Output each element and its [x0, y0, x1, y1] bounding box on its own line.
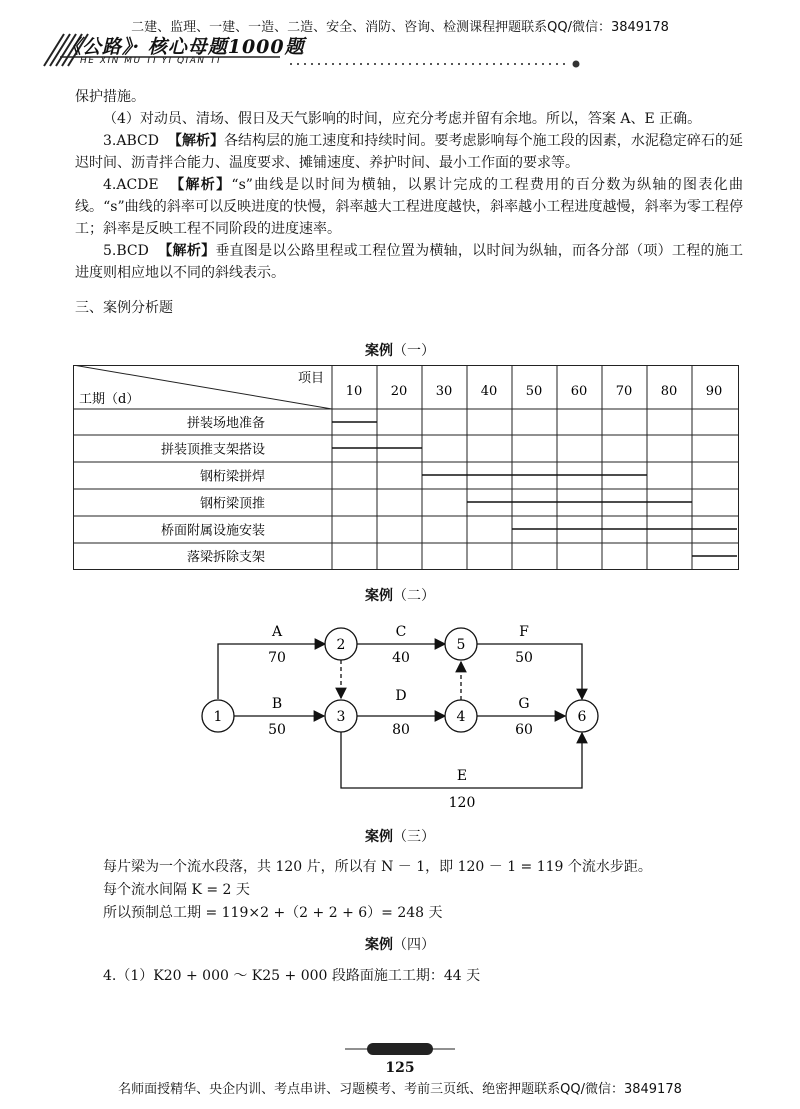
- answer-line-1: 保护措施。: [75, 89, 145, 105]
- case3-line: 每个流水间隔 K = 2 天: [103, 882, 250, 898]
- gantt-day-label: 70: [615, 384, 633, 399]
- case3-body: [103, 856, 652, 925]
- gantt-day-label: 20: [390, 384, 408, 399]
- answer-line-2: （4）对动员、清场、假日及天气影响的时间，应充分考虑并留有余地。所以，答案 A、E 正确。: [103, 111, 702, 127]
- activity-b-name: B: [271, 696, 283, 712]
- case1-gantt-table: [73, 365, 739, 571]
- activity-d-duration: 80: [392, 722, 410, 738]
- gantt-day-label: 80: [660, 384, 678, 399]
- case1-title: 案例（一）: [365, 343, 435, 359]
- case3-title: 案例（三）: [365, 829, 435, 845]
- activity-a-duration: 70: [268, 650, 286, 666]
- node-3-label: 3: [336, 709, 346, 725]
- answer-5: 5.BCD 【解析】垂直图是以公路里程或工程位置为横轴，以时间为纵轴，而各分部（项）工程的施工进度则相应地以不同的斜线表示。: [75, 243, 743, 281]
- gantt-task-name: 桥面附属设施安装: [160, 523, 265, 539]
- case3-line: 每片梁为一个流水段落，共 120 片，所以有 N － 1，即 120 － 1 = 119 个流水步距。: [103, 859, 652, 875]
- answer-3: 3.ABCD 【解析】各结构层的施工速度和持续时间。要考虑影响每个施工段的因素，水泥稳定碎石的延迟时间、沥青拌合能力、温度要求、摊铺速度、养护时间、最小工作面的要求等。: [75, 133, 744, 171]
- header-dotted-rule: [60, 52, 590, 72]
- case4-title: 案例（四）: [365, 937, 435, 953]
- gantt-day-label: 60: [570, 384, 588, 399]
- top-ad-line: 二建、监理、一建、一造、二造、安全、消防、咨询、检测课程押题联系QQ/微信：3849178: [131, 20, 669, 35]
- activity-e-name: E: [456, 768, 468, 784]
- answer-4: 4.ACDE 【解析】“s”曲线是以时间为横轴，以累计完成的工程费用的百分数为纵轴的图表化曲线。“s”曲线的斜率可以反映进度的快慢，斜率越大工程进度越快，斜率越小工程进度越慢，斜率为零工程停工；斜率是反映工程不同阶段的进度速率。: [75, 177, 743, 237]
- gantt-task-name: 落梁拆除支架: [186, 550, 265, 565]
- activity-d-name: D: [395, 688, 407, 704]
- node-5-label: 5: [456, 637, 466, 653]
- section-heading: 三、案例分析题: [75, 300, 173, 316]
- gantt-day-label: 90: [705, 384, 723, 399]
- gantt-header-period: 工期（d）: [79, 392, 140, 407]
- node-2-label: 2: [336, 637, 346, 653]
- footer-ad-line: 名师面授精华、央企内训、考点串讲、习题模考、考前三页纸、绝密押题联系QQ/微信：3849178: [118, 1082, 682, 1097]
- gantt-day-label: 30: [435, 384, 453, 399]
- node-6-label: 6: [577, 709, 587, 725]
- gantt-task-name: 拼装场地准备: [186, 416, 265, 431]
- book-title: 《公路》· 核心母题1000题: [62, 36, 305, 58]
- gantt-task-name: 拼装顶推支架搭设: [160, 442, 265, 458]
- page-number-ornament: [345, 1040, 455, 1058]
- gantt-task-name: 钢桁梁顶推: [199, 496, 265, 512]
- case2-title: 案例（二）: [365, 588, 435, 604]
- node-4-label: 4: [456, 709, 466, 725]
- activity-e-duration: 120: [448, 795, 476, 811]
- gantt-day-label: 50: [525, 384, 543, 399]
- activity-c-duration: 40: [392, 650, 410, 666]
- case4-line: 4.（1）K20 + 000 ～ K25 + 000 段路面施工工期：44 天: [103, 968, 481, 984]
- case3-line: 所以预制总工期 = 119×2 +（2 + 2 + 6）= 248 天: [103, 905, 443, 921]
- activity-f-name: F: [519, 624, 529, 640]
- activity-g-duration: 60: [515, 722, 533, 738]
- answer-explanations: [75, 86, 743, 284]
- gantt-day-label: 10: [345, 384, 363, 399]
- node-1-label: 1: [213, 709, 223, 725]
- activity-f-duration: 50: [515, 650, 533, 666]
- activity-g-name: G: [518, 696, 530, 712]
- case2-network-diagram: [190, 612, 610, 812]
- gantt-header-item: 项目: [298, 371, 325, 386]
- book-subtitle: HE XIN MU TI YI QIAN TI: [80, 56, 222, 66]
- page-number: 125: [385, 1060, 415, 1076]
- activity-b-duration: 50: [268, 722, 286, 738]
- activity-c-name: C: [395, 624, 407, 640]
- gantt-day-label: 40: [480, 384, 498, 399]
- activity-a-name: A: [271, 624, 283, 640]
- gantt-task-name: 钢桁梁拼焊: [199, 469, 265, 485]
